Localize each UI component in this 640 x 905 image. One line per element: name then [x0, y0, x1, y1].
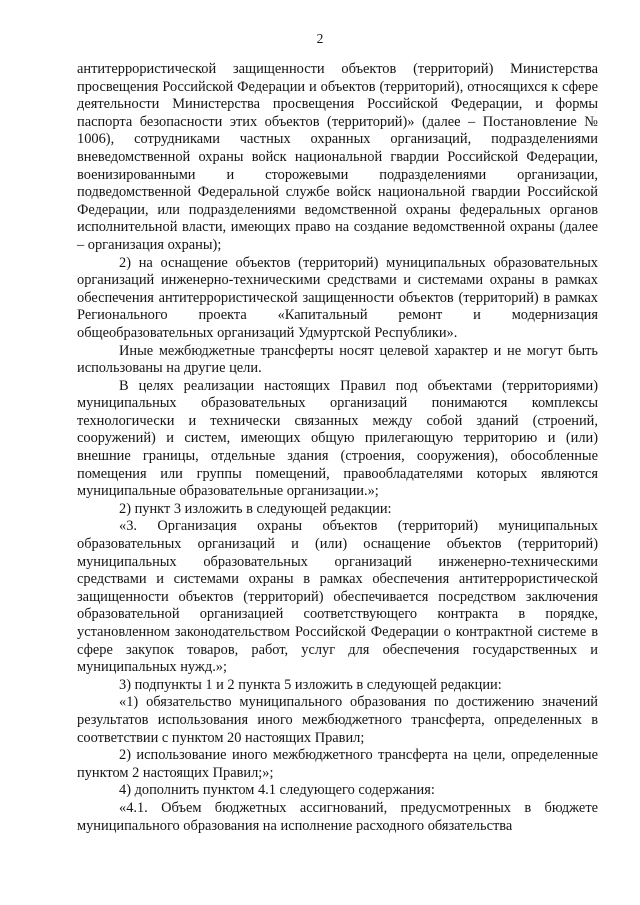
paragraph-amend-point-3: 2) пункт 3 изложить в следующей редакции:	[119, 500, 392, 517]
paragraph-point-4-1-text: «4.1. Объем бюджетных ассигнований, предусмотренных в бюджете муниципального образования на исполнение расходного обязательства	[77, 799, 598, 834]
document-body	[77, 61, 598, 835]
paragraph-subpoint-1: «1) обязательство муниципального образования по достижению значений результатов использования иного межбюджетного трансферта, определенных в соответствии с пунктом 20 настоящих Правил;	[77, 694, 598, 746]
paragraph-subpoint-2: 2) использование иного межбюджетного трансферта на цели, определенные пунктом 2 настоящих Правил;»;	[77, 747, 598, 781]
paragraph-item-2-equipment: 2) на оснащение объектов (территорий) муниципальных образовательных организаций инженерно-техническими средствами и системами охраны в рамках обеспечения антитеррористической защищенности объектов (территорий) в рамках Регионального проекта «Капитальный ремонт и модернизация общеобразовательных организаций Удмуртской Республики».	[77, 254, 598, 341]
paragraph-transfers-purpose: Иные межбюджетные трансферты носят целевой характер и не могут быть использованы на другие цели.	[77, 342, 598, 377]
paragraph-continuation: антитеррористической защищенности объектов (территорий) Министерства просвещения Российской Федерации и объектов (территорий), относящихся к сфере деятельности Министерства просвещения Российской Федерации, и формы паспорта безопасности этих объектов (территорий)» (далее – Постановление № 1006), сотрудниками частных охранных организаций, подразделениями вневедомственной охраны войск национальной гвардии Российской Федерации, военизированными и сторожевыми подразделениями организации, подведомственной Федеральной службе войск национальной гвардии Российской Федерации, или подразделениями ведомственной охраны федеральных органов исполнительной власти, имеющих право на создание ведомственной охраны (далее – организация охраны);	[77, 61, 598, 253]
paragraph-add-point-4-1: 4) дополнить пунктом 4.1 следующего содержания:	[119, 782, 435, 799]
paragraph-amend-point-5: 3) подпункты 1 и 2 пункта 5 изложить в следующей редакции:	[119, 676, 502, 693]
paragraph-point-3-text: «3. Организация охраны объектов (территорий) муниципальных образовательных организаций и (или) оснащение объектов (территорий) муниципальных образовательных организаций инженерно-техническими средствами и системами охраны в рамках обеспечения антитеррористической защищенности объектов (территорий) обеспечивается посредством заключения образовательной организацией соответствующего контракта в порядке, установленном законодательством Российской Федерации о контрактной системе в сфере закупок товаров, работ, услуг для обеспечения государственных и муниципальных нужд.»;	[77, 518, 598, 676]
page-number: 2	[316, 31, 324, 46]
paragraph-objects-definition: В целях реализации настоящих Правил под объектами (территориями) муниципальных образовательных организаций понимаются комплексы технологически и технически связанных между собой зданий (строений, сооружений) и систем, имеющих общую прилегающую территорию и (или) внешние границы, отдельные здания (строения, сооружения), обособленные помещения или группы помещений, правообладателями которых являются муниципальные образовательные организации.»;	[77, 377, 598, 500]
